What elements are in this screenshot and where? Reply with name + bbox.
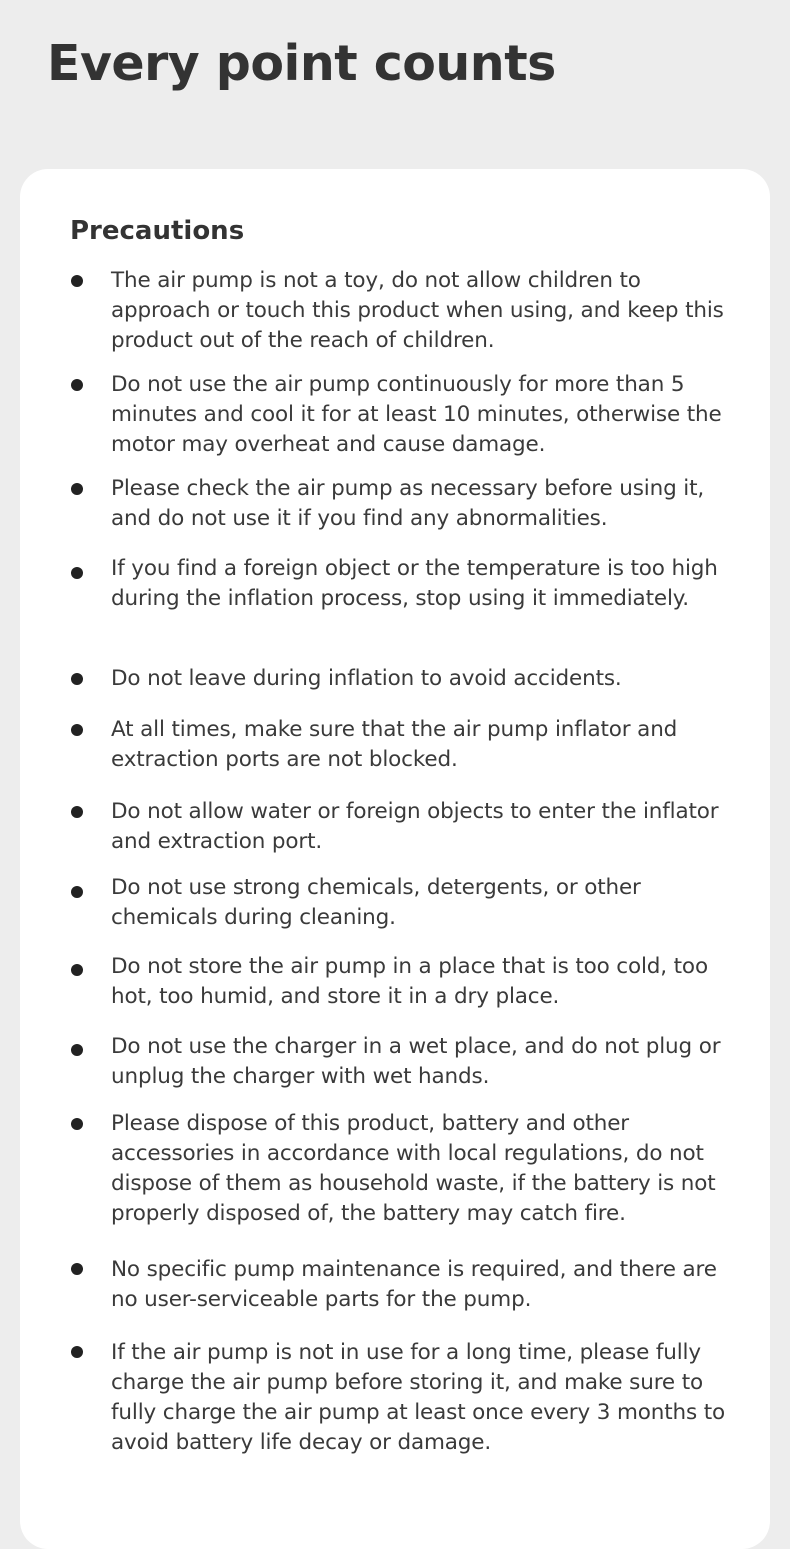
bullet-icon	[71, 806, 83, 818]
list-item-text: If the air pump is not in use for a long time, please fully charge the air pump before storing it, and make sure to fully charge the air pump at least once every 3 months to avoid battery life decay or damage.	[111, 1340, 726, 1455]
list-item-text: No specific pump maintenance is required, and there are no user-serviceable parts for the pump.	[111, 1257, 717, 1312]
bullet-icon	[71, 964, 83, 976]
precautions-card	[20, 169, 770, 1549]
list-item-text: The air pump is not a toy, do not allow children to approach or touch this product when using, and keep this product out of the reach of children.	[111, 268, 724, 353]
bullet-icon	[71, 1118, 83, 1130]
bullet-icon	[71, 379, 83, 391]
bullet-icon	[71, 275, 83, 287]
bullet-icon	[71, 673, 83, 685]
list-item-text: Do not allow water or foreign objects to enter the inflator and extraction port.	[111, 799, 719, 854]
list-item-text: Do not use the air pump continuously for more than 5 minutes and cool it for at least 10 minutes, otherwise the motor may overheat and cause damage.	[111, 372, 722, 457]
page-title: Every point counts	[47, 35, 556, 92]
bullet-icon	[71, 1346, 83, 1358]
list-item-text: Do not use the charger in a wet place, and do not plug or unplug the charger with wet hands.	[111, 1034, 721, 1089]
list-item-text: Please check the air pump as necessary before using it, and do not use it if you find any abnormalities.	[111, 476, 705, 531]
bullet-icon	[71, 886, 83, 898]
list-item-text: Please dispose of this product, battery and other accessories in accordance with local regulations, do not dispose of them as household waste, if the battery is not properly disposed of, the battery may catch fire.	[111, 1111, 716, 1226]
list-item-text: At all times, make sure that the air pump inflator and extraction ports are not blocked.	[111, 717, 678, 772]
bullet-icon	[71, 1044, 83, 1056]
list-item-text: Do not leave during inflation to avoid accidents.	[111, 666, 622, 691]
bullet-icon	[71, 483, 83, 495]
list-item-text: Do not use strong chemicals, detergents, or other chemicals during cleaning.	[111, 875, 641, 930]
bullet-icon	[71, 567, 83, 579]
bullet-icon	[71, 1263, 83, 1275]
list-item-text: Do not store the air pump in a place that is too cold, too hot, too humid, and store it in a dry place.	[111, 954, 708, 1009]
precautions-heading: Precautions	[70, 216, 245, 246]
bullet-icon	[71, 724, 83, 736]
list-item-text: If you find a foreign object or the temperature is too high during the inflation process, stop using it immediately.	[111, 556, 718, 611]
